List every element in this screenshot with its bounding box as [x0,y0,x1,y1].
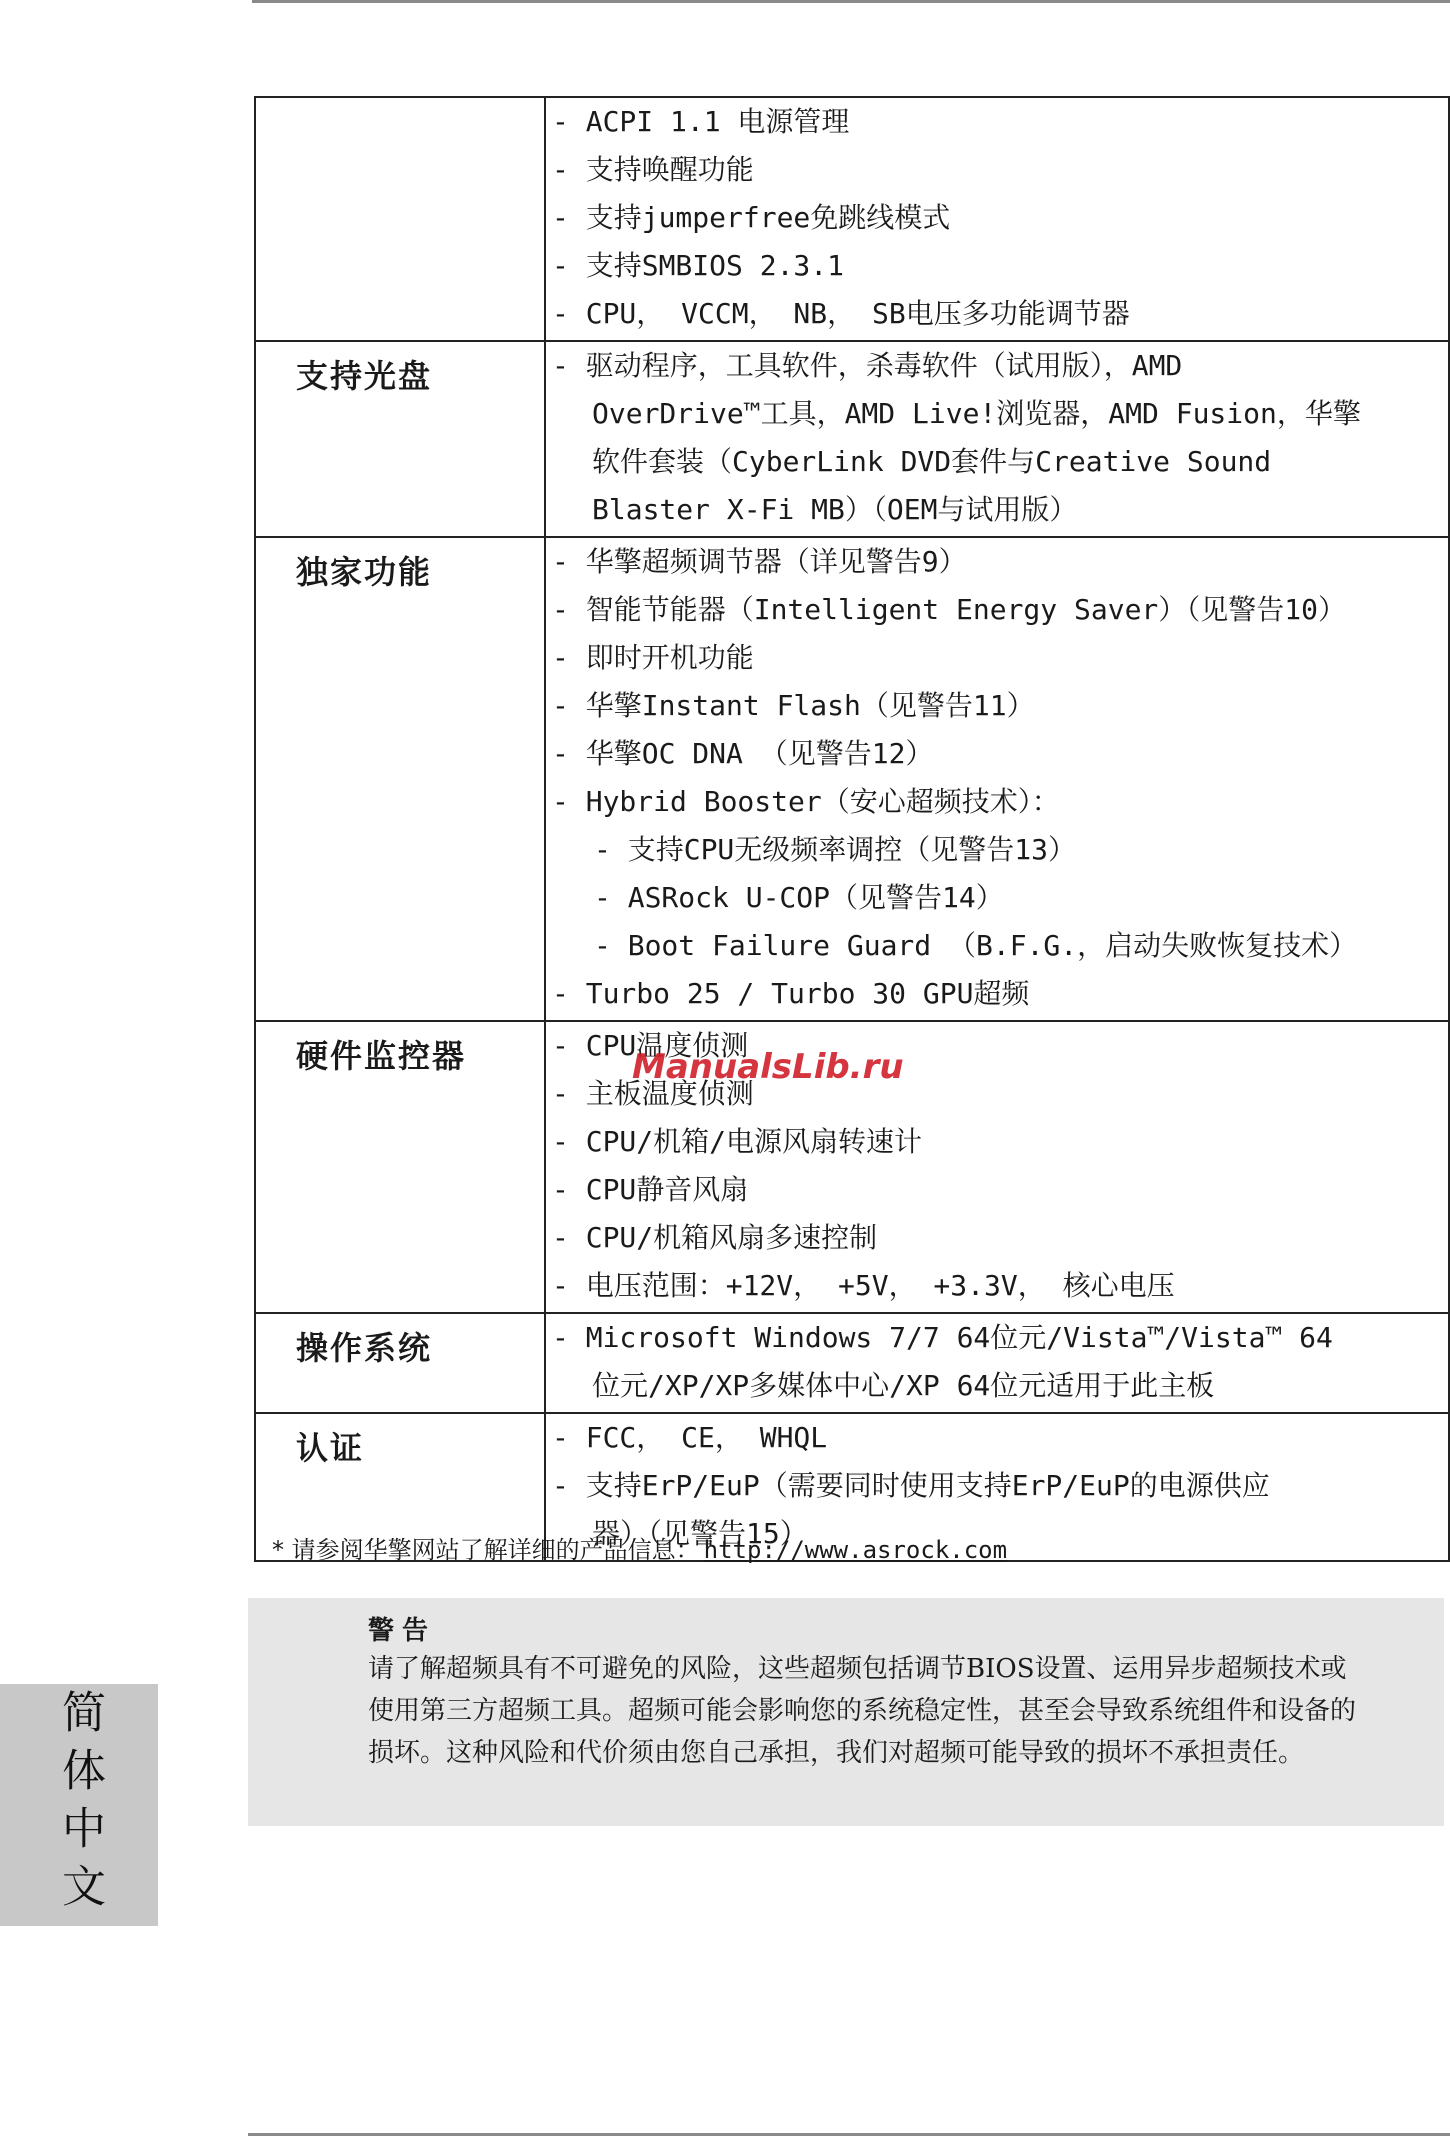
spec-category: 独家功能 [296,553,433,591]
spec-row-support-cd [255,341,1449,537]
spec-line: - CPU温度侦测 [552,1029,749,1062]
spec-line: - ACPI 1.1 电源管理 [552,105,850,138]
spec-line: OverDrive™工具，AMD Live!浏览器，AMD Fusion，华擎 [592,397,1361,430]
spec-line: - CPU静音风扇 [552,1173,749,1206]
spec-row-power [255,97,1449,341]
spec-items-cell [545,97,1449,341]
spec-line: - Hybrid Booster（安心超频技术）： [552,785,1060,818]
warning-title: 警告 [368,1616,437,1646]
language-label: 简体中文 [54,1689,105,1921]
spec-line: - 智能节能器（Intelligent Energy Saver）（见警告10） [552,593,1347,626]
spec-category: 支持光盘 [296,357,433,395]
warning-body: 请了解超频具有不可避免的风险，这些超频包括调节BIOS设置、运用异步超频技术或使用第三方超频工具。超频可能会影响您的系统稳定性，甚至会导致系统组件和设备的损坏。这种风险和代价须由您自己承担，我们对超频可能导致的损坏不承担责任。 [368,1654,1357,1768]
footnote [272,1532,1007,1568]
spec-line: - Microsoft Windows 7/7 64位元/Vista™/Vista™ 64 [552,1321,1333,1354]
spec-line: - CPU/机箱风扇多速控制 [552,1221,878,1254]
spec-category-cell [255,537,545,1021]
spec-line: - 即时开机功能 [552,641,754,674]
spec-row-os [255,1313,1449,1413]
spec-line: - 主板温度侦测 [552,1077,754,1110]
spec-category: 硬件监控器 [296,1037,467,1075]
spec-line: - CPU/机箱/电源风扇转速计 [552,1125,923,1158]
spec-line: - 华擎超频调节器（详见警告9） [552,545,967,578]
spec-table [254,96,1450,1562]
spec-line: - 支持唤醒功能 [552,153,754,186]
spec-category-cell [255,1021,545,1313]
spec-items-cell [545,537,1449,1021]
spec-line: - CPU， VCCM， NB， SB电压多功能调节器 [552,297,1130,330]
spec-row-unique-features [255,537,1449,1021]
spec-line: - 华擎OC DNA （见警告12） [552,737,934,770]
spec-line: 器）（见警告15） [592,1517,808,1550]
spec-line: - 华擎Instant Flash（见警告11） [552,689,1035,722]
spec-line: 软件套装（CyberLink DVD套件与Creative Sound [592,445,1272,478]
spec-line: - 电压范围：+12V， +5V， +3.3V， 核心电压 [552,1269,1175,1302]
bottom-rule [248,2133,1450,2136]
spec-items-cell [545,1313,1449,1413]
warning-box [248,1598,1444,1826]
spec-line: - 支持SMBIOS 2.3.1 [552,249,845,282]
watermark: ManualsLib.ru [632,1047,904,1087]
website-link[interactable]: http://www.asrock.com [703,1536,1008,1564]
spec-category-cell [255,97,545,341]
spec-category-cell [255,1313,545,1413]
spec-line: - Turbo 25 / Turbo 30 GPU超频 [552,977,1030,1010]
footnote-text: * 请参阅华擎网站了解详细的产品信息： [272,1536,700,1564]
spec-line: - 支持ErP/EuP（需要同时使用支持ErP/EuP的电源供应 [552,1469,1270,1502]
spec-line: 位元/XP/XP多媒体中心/XP 64位元适用于此主板 [592,1369,1215,1402]
spec-subline: - 支持CPU无级频率调控（见警告13） [594,833,1077,866]
language-side-tab [0,1684,158,1926]
spec-line: - 驱动程序，工具软件，杀毒软件（试用版），AMD [552,349,1183,382]
spec-line: Blaster X-Fi MB）（OEM与试用版） [592,493,1078,526]
spec-line: - 支持jumperfree免跳线模式 [552,201,951,234]
spec-category: 认证 [296,1429,365,1467]
top-rule [252,0,1450,3]
spec-category [256,98,544,108]
spec-category-cell [255,341,545,537]
spec-line: - FCC， CE， WHQL [552,1421,828,1454]
spec-category: 操作系统 [296,1329,433,1367]
spec-subline: - Boot Failure Guard （B.F.G.，启动失败恢复技术） [594,929,1358,962]
spec-items-cell [545,341,1449,537]
spec-subline: - ASRock U-COP（见警告14） [594,881,1004,914]
